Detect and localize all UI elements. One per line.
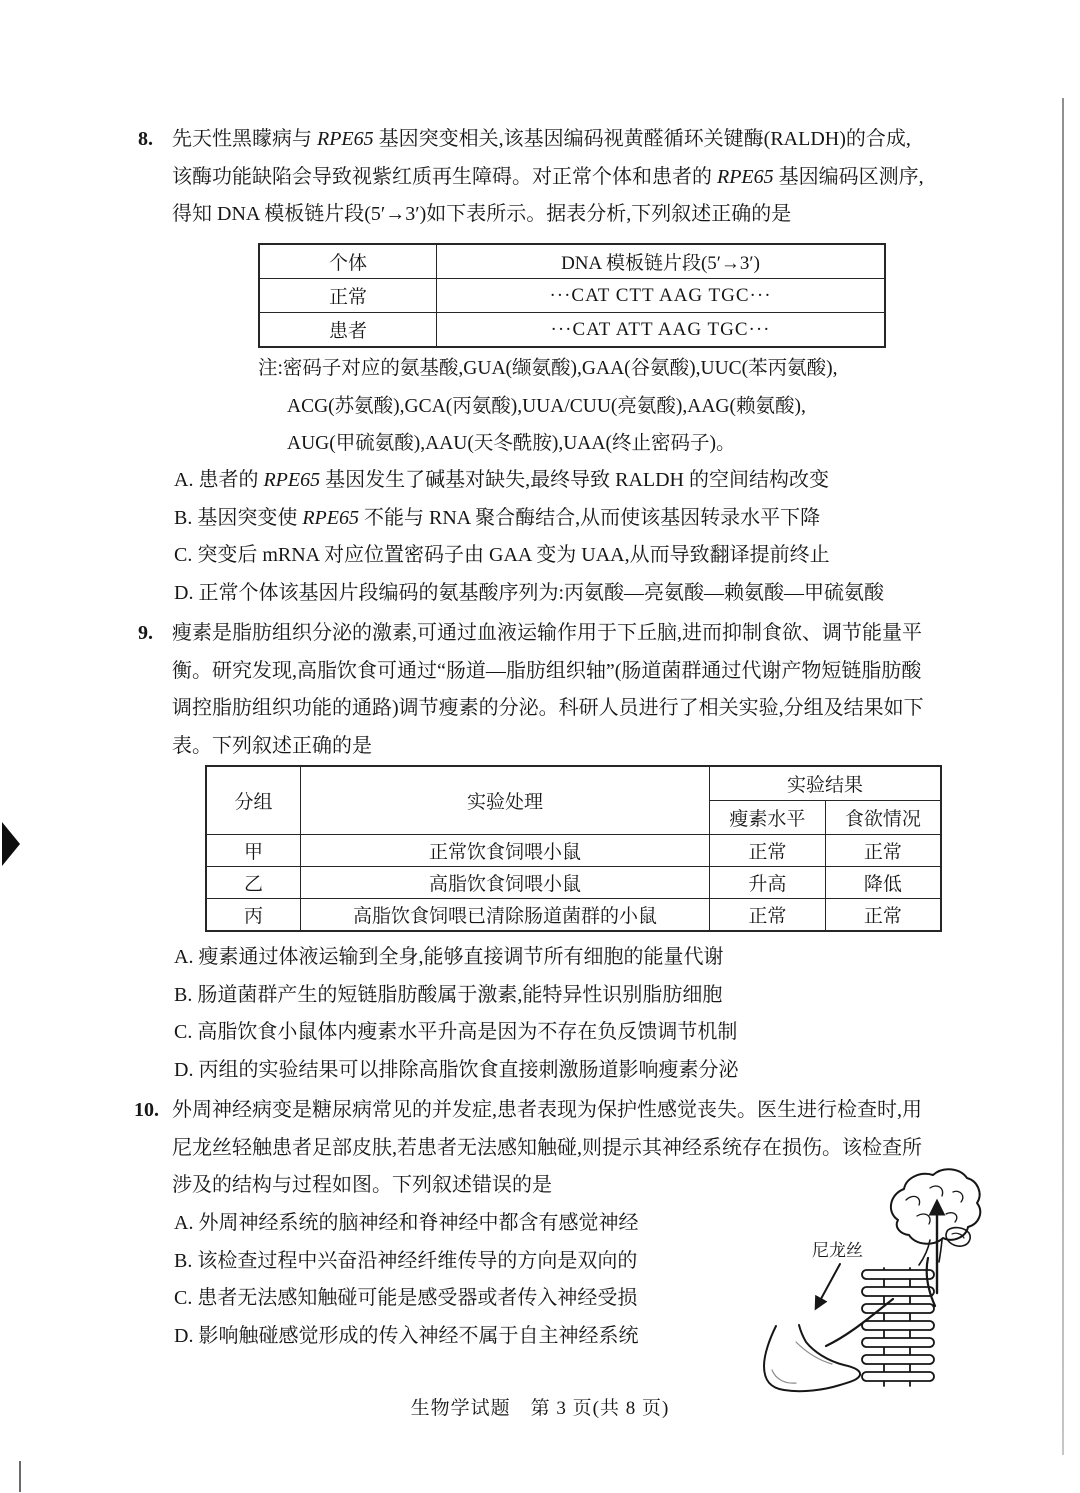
option-a: A. 患者的 RPE65 基因发生了碱基对缺失,最终导致 RALDH 的空间结构改变 [174, 469, 829, 491]
option-b: B. 肠道菌群产生的短链脂肪酸属于激素,能特异性识别脂肪细胞 [174, 983, 723, 1006]
cell-leptin: 正常 [710, 835, 826, 867]
col-header-result: 实验结果 [710, 766, 942, 801]
option-c: C. 突变后 mRNA 对应位置密码子由 GAA 变为 UAA,从而导致翻译提前终止 [174, 544, 830, 567]
nylon-arrow [816, 1264, 840, 1308]
stem-line: 该酶功能缺陷会导致视紫红质再生障碍。对正常个体和患者的 RPE65 基因编码区测序, [172, 165, 924, 188]
option-a: A. 外周神经系统的脑神经和脊神经中都含有感觉神经 [174, 1212, 639, 1234]
stem-line: 得知 DNA 模板链片段(5′→3′)如下表所示。据表分析,下列叙述正确的是 [172, 203, 792, 226]
cell-leptin: 升高 [710, 867, 826, 899]
stem-line: 外周神经病变是糖尿病常见的并发症,患者表现为保护性感觉丧失。医生进行检查时,用 [172, 1099, 922, 1121]
table-row [259, 244, 885, 279]
cell-group: 丙 [206, 899, 301, 932]
cell-individual: 患者 [259, 313, 437, 348]
question-9-stem [172, 615, 924, 766]
spine-illustration [862, 1268, 934, 1386]
cell-treatment: 高脂饮食饲喂已清除肠道菌群的小鼠 [301, 899, 710, 932]
col-header-leptin: 瘦素水平 [710, 801, 826, 835]
table-row [259, 313, 885, 348]
question-8-number: 8. [138, 128, 153, 150]
option-b: B. 该检查过程中兴奋沿神经纤维传导的方向是双向的 [174, 1249, 638, 1272]
nylon-thread-label: 尼龙丝 [812, 1241, 863, 1260]
cell-sequence: ···CAT CTT AAG TGC··· [437, 279, 886, 313]
stem-line: 先天性黑矇病与 RPE65 基因突变相关,该基因编码视黄醛循环关键酶(RALDH)的合成, [172, 128, 911, 150]
stem-line: 涉及的结构与过程如图。下列叙述错误的是 [172, 1174, 552, 1197]
cell-group: 甲 [206, 835, 301, 867]
q8-codon-note [258, 350, 838, 463]
ascending-nerve-path [927, 1258, 935, 1306]
cell-leptin: 正常 [710, 899, 826, 932]
col-header-group: 分组 [206, 766, 301, 835]
nerve-pathway-figure [756, 1156, 1006, 1400]
table-row [206, 766, 941, 801]
page-footer: 生物学试题 第 3 页(共 8 页) [410, 1398, 670, 1419]
cell-treatment: 高脂饮食饲喂小鼠 [301, 867, 710, 899]
stem-line: 衡。研究发现,高脂饮食可通过“肠道—脂肪组织轴”(肠道菌群通过代谢产物短链脂肪酸 [172, 659, 922, 682]
question-8-stem [172, 121, 924, 234]
margin-marker-triangle [2, 822, 20, 866]
cell-appetite: 正常 [825, 899, 941, 932]
option-d: D. 丙组的实验结果可以排除高脂饮食直接刺激肠道影响瘦素分泌 [174, 1059, 739, 1082]
question-8-options [174, 462, 884, 613]
cell-sequence: ···CAT ATT AAG TGC··· [437, 313, 886, 348]
table-row [206, 867, 941, 899]
stem-line: 瘦素是脂肪组织分泌的激素,可通过血液运输作用于下丘脑,进而抑制食欲、调节能量平 [172, 622, 922, 644]
brain-illustration [891, 1169, 980, 1265]
note-line: ACG(苏氨酸),GCA(丙氨酸),UUA/CUU(亮氨酸),AAG(赖氨酸), [287, 395, 806, 417]
cell-appetite: 正常 [825, 835, 941, 867]
cell-individual: 正常 [259, 279, 437, 313]
option-b: B. 基因突变使 RPE65 不能与 RNA 聚合酶结合,从而使该基因转录水平下降 [174, 506, 821, 529]
option-d: D. 正常个体该基因片段编码的氨基酸序列为:丙氨酸—亮氨酸—赖氨酸—甲硫氨酸 [174, 582, 884, 605]
note-line: 注:密码子对应的氨基酸,GUA(缬氨酸),GAA(谷氨酸),UUC(苯丙氨酸), [258, 358, 838, 379]
stem-line: 调控脂肪组织功能的通路)调节瘦素的分泌。科研人员进行了相关实验,分组及结果如下 [172, 697, 924, 720]
option-c: C. 患者无法感知触碰可能是感受器或者传入神经受损 [174, 1287, 638, 1310]
table-header-fragment: DNA 模板链片段(5′→3′) [437, 244, 886, 279]
stem-line: 尼龙丝轻触患者足部皮肤,若患者无法感知触碰,则提示其神经系统存在损伤。该检查所 [172, 1136, 922, 1159]
option-c: C. 高脂饮食小鼠体内瘦素水平升高是因为不存在负反馈调节机制 [174, 1021, 738, 1044]
question-9-number: 9. [138, 622, 153, 644]
cell-appetite: 降低 [825, 867, 941, 899]
corner-tick-mark [19, 1461, 21, 1492]
table-row [206, 899, 941, 932]
col-header-appetite: 食欲情况 [825, 801, 941, 835]
question-10-number: 10. [134, 1099, 159, 1121]
cell-group: 乙 [206, 867, 301, 899]
stem-line: 表。下列叙述正确的是 [172, 735, 372, 758]
option-a: A. 瘦素通过体液运输到全身,能够直接调节所有细胞的能量代谢 [174, 946, 724, 968]
option-d: D. 影响触碰感觉形成的传入神经不属于自主神经系统 [174, 1325, 639, 1348]
page-fold-line [1062, 98, 1064, 1455]
q8-dna-table [258, 243, 886, 348]
question-10-options [174, 1205, 638, 1356]
note-line: AUG(甲硫氨酸),AAU(天冬酰胺),UAA(终止密码子)。 [287, 433, 736, 455]
table-row [259, 279, 885, 313]
table-header-individual: 个体 [259, 244, 437, 279]
question-9-options [174, 939, 738, 1090]
col-header-treatment: 实验处理 [301, 766, 710, 835]
q9-results-table [205, 765, 942, 932]
cell-treatment: 正常饮食饲喂小鼠 [301, 835, 710, 867]
table-row [206, 835, 941, 867]
